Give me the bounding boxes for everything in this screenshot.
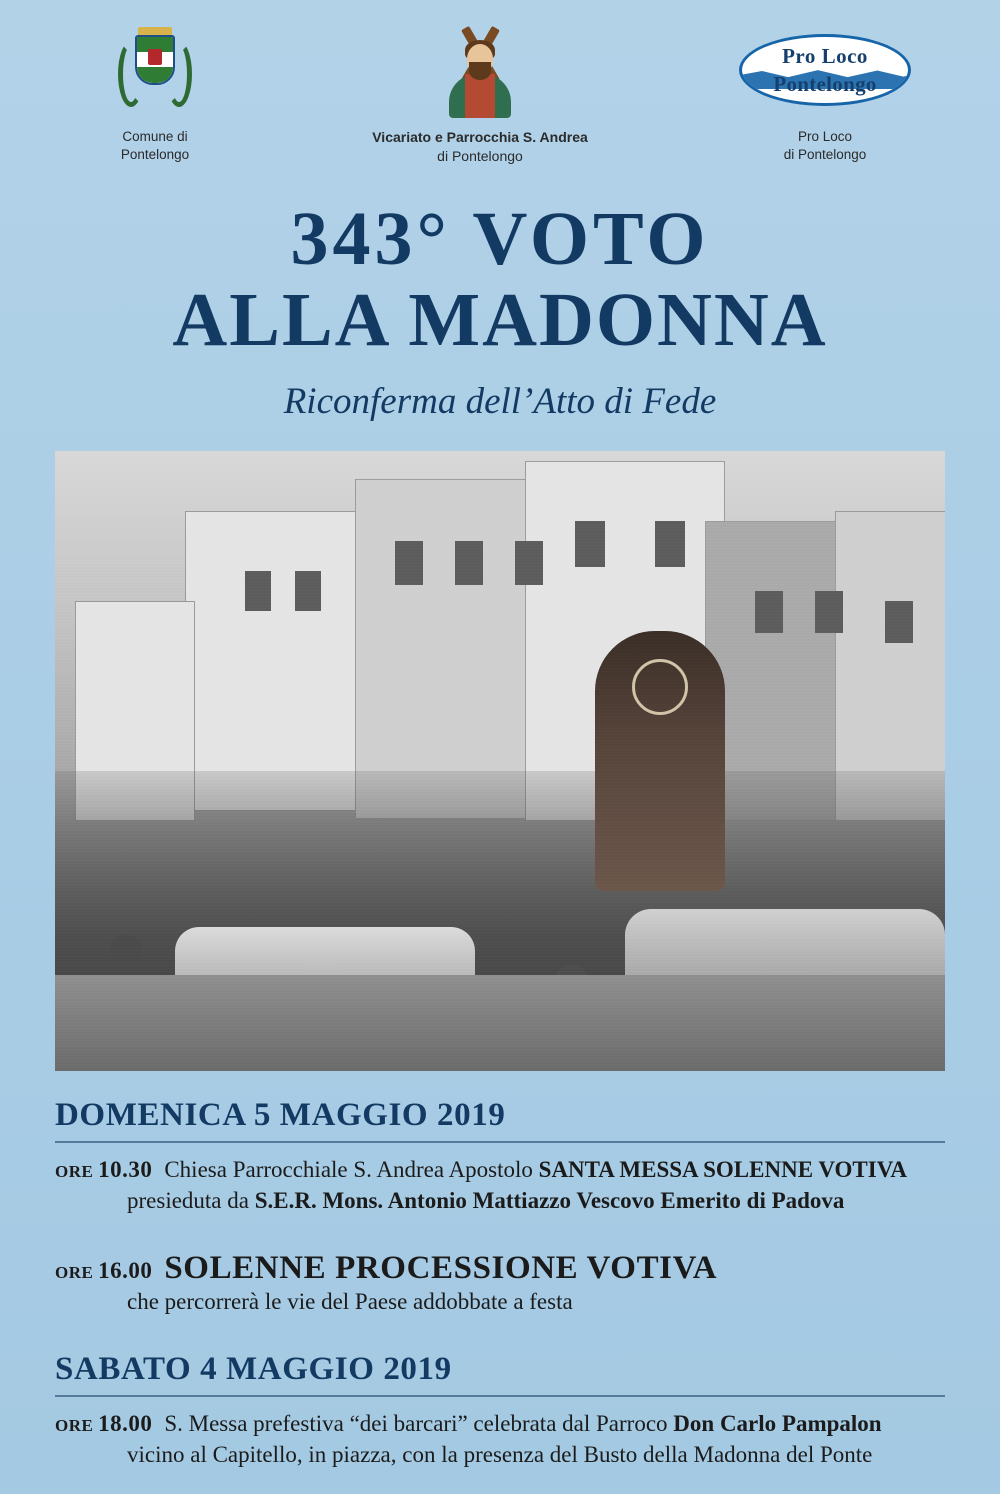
event-item: [55, 1155, 945, 1216]
schedule: [55, 1097, 945, 1470]
event-line2-bold: S.E.R. Mons. Antonio Mattiazzo Vescovo Emerito di Padova: [254, 1188, 845, 1214]
event-subtext: che percorrerà le vie del Paese addobbate a festa: [127, 1289, 573, 1315]
pro-loco-oval-icon: [739, 22, 911, 118]
logo-block-proloco: [705, 22, 945, 164]
ore-label: ORE: [55, 1263, 94, 1283]
divider: [55, 1395, 945, 1397]
event-text-prefix: S. Messa prefestiva “dei barcari” celebrata dal Parroco: [164, 1411, 674, 1437]
ore-label: ORE: [55, 1416, 94, 1436]
event-headline: SOLENNE PROCESSIONE VOTIVA: [164, 1250, 718, 1287]
page-title: [0, 196, 1000, 424]
event-text-bold: SANTA MESSA SOLENNE VOTIVA: [538, 1157, 907, 1183]
logo-block-parrocchia: [270, 22, 690, 166]
title-line-2: ALLA MADONNA: [172, 277, 828, 362]
parrocchia-caption: [372, 128, 588, 166]
divider: [55, 1141, 945, 1143]
proloco-caption-line2: di Pontelongo: [783, 147, 867, 163]
saint-andrew-icon: [432, 22, 528, 118]
day-heading: SABATO 4 MAGGIO 2019: [55, 1351, 452, 1388]
event-description: [164, 1409, 881, 1439]
proloco-logo-top-text: Pro Loco: [782, 44, 868, 68]
event-description-line2: [127, 1185, 945, 1216]
comune-crest-icon: [118, 22, 192, 118]
ore-time: 16.00: [98, 1258, 153, 1284]
comune-caption: [121, 128, 189, 164]
event-text-prefix: Chiesa Parrocchiale S. Andrea Apostolo: [164, 1157, 539, 1183]
event-time: [55, 1256, 152, 1284]
event-description-line2: [127, 1439, 945, 1470]
event-line2-prefix: presieduta da: [127, 1188, 255, 1214]
parrocchia-caption-line1: Vicariato e Parrocchia S. Andrea: [372, 129, 588, 145]
logo-block-comune: [55, 22, 255, 164]
ore-time: 10.30: [98, 1157, 153, 1183]
event-line2-prefix: vicino al Capitello, in piazza, con la presenza del Busto della Madonna del Ponte: [127, 1442, 873, 1468]
comune-caption-line1: Comune di: [122, 129, 188, 144]
ore-time: 18.00: [98, 1411, 153, 1437]
parrocchia-caption-line2: di Pontelongo: [437, 147, 523, 164]
event-item: [55, 1409, 945, 1470]
proloco-caption: [784, 128, 867, 164]
proloco-caption-line1: Pro Loco: [797, 129, 853, 144]
comune-caption-line2: Pontelongo: [120, 147, 190, 163]
page-subtitle: Riconferma dell’Atto di Fede: [283, 381, 717, 423]
event-time: [55, 1409, 152, 1437]
day-heading: DOMENICA 5 MAGGIO 2019: [55, 1097, 506, 1134]
event-description: [164, 1155, 907, 1185]
proloco-logo-bottom-text: Pontelongo: [773, 72, 877, 96]
event-item: [55, 1250, 945, 1317]
event-text-bold: Don Carlo Pampalon: [673, 1411, 882, 1437]
schedule-day-domenica: [55, 1097, 945, 1317]
schedule-day-sabato: [55, 1351, 945, 1470]
event-time: [55, 1155, 152, 1183]
ore-label: ORE: [55, 1162, 94, 1182]
procession-photo: [55, 451, 945, 1071]
logo-header: [0, 0, 1000, 166]
title-line-1: 343° VOTO: [290, 196, 710, 281]
